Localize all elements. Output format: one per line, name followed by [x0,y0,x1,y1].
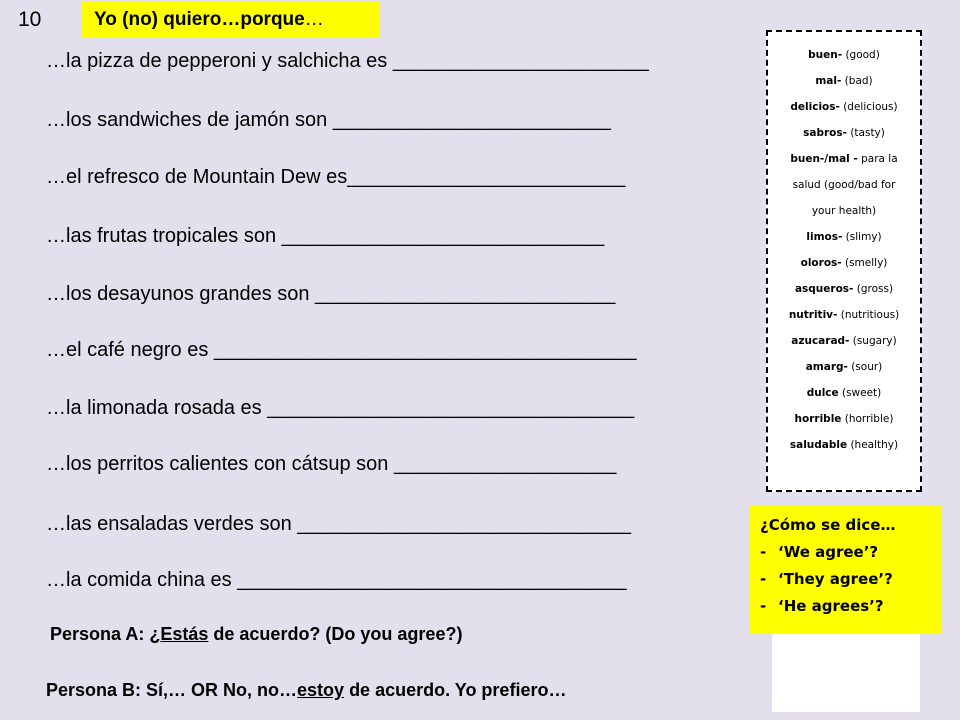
vocab-item: buen-/mal - para la [790,153,898,165]
persona-a-line: Persona A: ¿Estás de acuerdo? (Do you agree?) [50,624,463,644]
how-to-say-item: - ‘He agrees’? [760,596,884,615]
sentence-line: …el café negro es ______________________________________ [46,339,637,361]
persona-b-line: Persona B: Sí,… OR No, no…estoy de acuerdo. Yo prefiero… [46,680,567,700]
sentence-line: …el refresco de Mountain Dew es_________________________ [46,166,626,188]
sentence-line: …los sandwiches de jamón son _________________________ [46,109,611,131]
vocab-item: delicios- (delicious) [790,101,898,113]
vocab-item: salud (good/bad for [792,179,896,191]
sentence-line: …la pizza de pepperoni y salchicha es _______________________ [46,50,649,72]
vocab-item: mal- (bad) [815,75,873,87]
how-to-say-box [750,506,942,634]
sentence-line: …la comida china es ___________________________________ [46,569,627,591]
vocab-item: amarg- (sour) [805,361,883,373]
vocab-item: azucarad- (sugary) [791,335,897,347]
sentence-line: …la limonada rosada es _________________________________ [46,397,635,419]
sentence-line: …las ensaladas verdes son ______________________________ [46,513,631,535]
how-to-say-item: - ‘We agree’? [760,542,879,561]
title-text: Yo (no) quiero…porque [94,9,305,30]
how-to-say-item: - ‘They agree’? [760,569,893,588]
vocabulary-box [766,30,922,492]
vocab-item: sabros- (tasty) [803,127,885,139]
vocab-item: horrible (horrible) [794,413,894,425]
slide-number: 10 [18,8,42,31]
how-to-say-title: ¿Cómo se dice… [760,516,896,534]
title-ellipsis: … [304,9,324,30]
vocab-item: nutritiv- (nutritious) [788,309,900,321]
vocab-item: saludable (healthy) [789,439,899,451]
vocab-item: limos- (slimy) [806,231,882,243]
vocab-item: your health) [811,205,877,217]
vocab-item: asqueros- (gross) [794,283,894,295]
title-box [82,2,380,38]
vocab-item: dulce (sweet) [806,387,882,399]
sentence-line: …los desayunos grandes son ___________________________ [46,283,616,305]
sentence-line: …los perritos calientes con cátsup son ____________________ [46,453,617,475]
blank-box [772,634,920,712]
sentence-line: …las frutas tropicales son _____________________________ [46,225,605,247]
vocab-item: buen- (good) [808,49,880,61]
vocab-item: oloros- (smelly) [800,257,888,269]
